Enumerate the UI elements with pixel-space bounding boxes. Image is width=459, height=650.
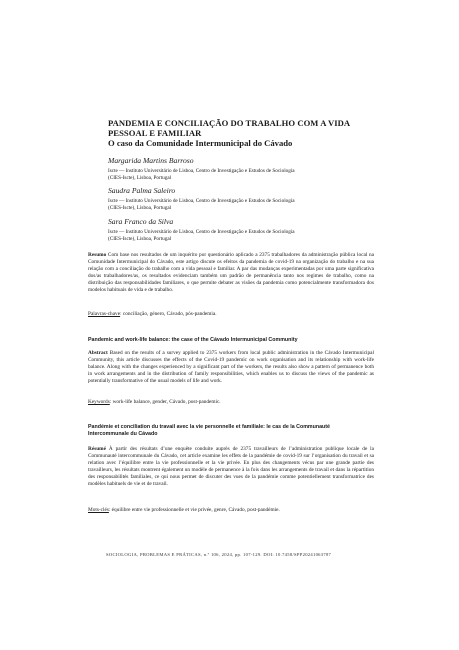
- keywords-label: Mots-clés: [88, 507, 109, 513]
- keywords-text: : équilibre entre vie professionnelle et vie privée, genre, Cávado, post-pandémie.: [108, 507, 280, 513]
- keywords-text: : conciliação, género, Cávado, pós-pandemia.: [120, 311, 217, 317]
- resume-keywords: [88, 507, 374, 514]
- resume-label: Résumé: [88, 446, 106, 452]
- title-line-1: PANDEMIA E CONCILIAÇÃO DO TRABALHO COM A VIDA: [108, 118, 351, 128]
- author-name: Margarida Martins Barroso: [108, 156, 194, 165]
- resumo-text: Com base nos resultados de um inquérito por questionário aplicado a 2375 trabalhadores da administração pública local na Comunidade Intermunicipal do Cávado, este artigo discute os efeitos da pandemia de covid-19 na organização do trabalho e na sua relação com a conciliação do trabalho com a vida pessoal e familiar. A par das mudanças experimentadas por uma parte significativa dos/as trabalhadores/as, os resultados evidenciam também um padrão de permanência tanto nos regimes de trabalho, como na distribuição das responsabilidades familiares, o que permite debater as visões da pandemia como potencialmente transformadora dos modelos habituais de vida e de trabalho.: [88, 252, 374, 293]
- author-block-3: [108, 217, 408, 243]
- abstract-text: Based on the results of a survey applied to 2375 workers from local public administration in the Cávado Intermunicipal Community, this article discusses the effects of the Covid-19 pandemic on work organisation and its relationship with work-life balance. Along with the changes experienced by a significant part of the workers, the results also show a pattern of permanence both in work arrangements and in the distribution of family responsibilities, which enables us to discuss the views of the pandemic as potentially transformative of the usual models of life and work.: [88, 350, 374, 384]
- article-title: [108, 118, 408, 149]
- keywords-label: Keywords: [88, 399, 110, 405]
- journal-footer: SOCIOLOGIA, PROBLEMAS E PRÁTICAS, n.º 106, 2024, pp. 107-129. DOI: 10.7458/SPP20241063787: [106, 552, 332, 557]
- title-line-2: PESSOAL E FAMILIAR: [108, 128, 202, 139]
- author-affiliation-line-2: (CIES-Iscte), Lisboa, Portugal: [108, 205, 172, 211]
- abstract-label: Abstract: [88, 350, 108, 356]
- french-title: Pandémie et conciliation du travail avec la vie personnelle et familiale: le cas de la Communauté Intercommunale du Cávado: [88, 424, 330, 437]
- author-affiliation-line-1: Iscte — Instituto Universitário de Lisboa, Centro de Investigação e Estudos de Sociologia: [108, 168, 295, 174]
- keywords-label: Palavras-chave: [88, 311, 121, 317]
- author-name: Saudra Palma Saleiro: [108, 186, 176, 195]
- resume-text: À partir des résultats d’une enquête conduite auprès de 2375 travailleurs de l’administration publique locale de la Communauté intercommunale du Cávado, cet article examine les effets de la pandémie de covid-19 sur l’organisation du travail et sa relation avec l’équilibre entre la vie professionnelle et la vie privée. En plus des changements vécus par une grande partie des travailleurs, les résultats montrent également un modèle de permanence à la fois dans les arrangements de travail et dans la répartition des responsabilités familiales, ce qui nous permet de discuter des vues de la pandémie comme potentiellement transformatrice des modèles habituels de vie et de travail.: [88, 446, 375, 487]
- author-name: Sara Franco da Silva: [108, 217, 174, 226]
- author-affiliation-line-1: Iscte — Instituto Universitário de Lisboa, Centro de Investigação e Estudos de Sociologia: [108, 229, 295, 235]
- author-affiliation-line-2: (CIES-Iscte), Lisboa, Portugal: [108, 175, 172, 181]
- author-block-1: [108, 156, 408, 182]
- resume-paragraph: [88, 446, 374, 488]
- english-title: Pandemic and work-life balance: the case of the Cávado Intermunicipal Community: [88, 337, 298, 343]
- resumo-keywords: [88, 311, 374, 318]
- keywords-text: : work-life balance, gender, Cávado, post-pandemic.: [109, 399, 221, 405]
- resumo-paragraph: [88, 252, 374, 294]
- author-affiliation-line-2: (CIES-Iscte), Lisboa, Portugal: [108, 236, 172, 242]
- abstract-paragraph: [88, 350, 374, 385]
- author-block-2: [108, 186, 408, 212]
- resumo-label: Resumo: [88, 252, 107, 258]
- abstract-keywords: [88, 399, 374, 406]
- article-subtitle: O caso da Comunidade Intermunicipal do Cávado: [108, 138, 293, 149]
- author-affiliation-line-1: Iscte — Instituto Universitário de Lisboa, Centro de Investigação e Estudos de Sociologia: [108, 198, 295, 204]
